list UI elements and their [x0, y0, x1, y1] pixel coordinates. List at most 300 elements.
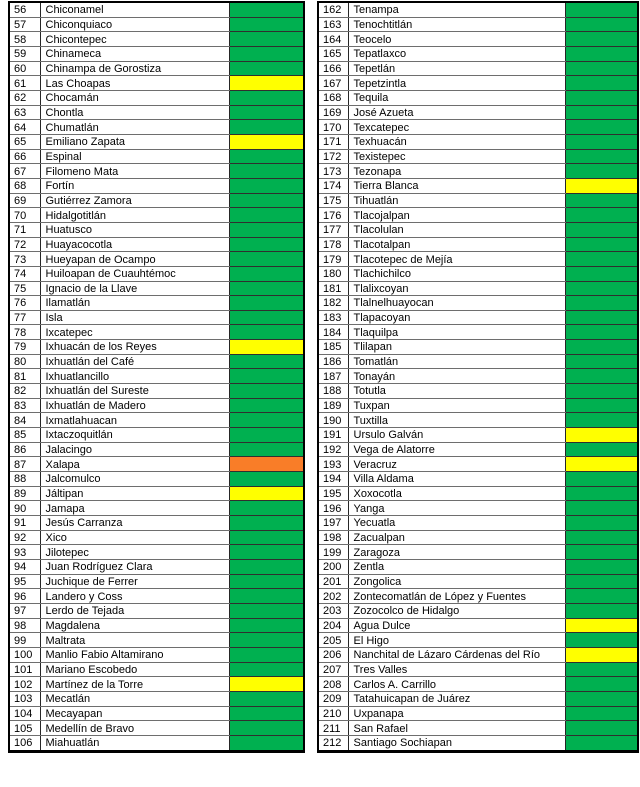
municipality-name-cell[interactable]: Xico — [40, 530, 229, 545]
row-number-cell[interactable]: 185 — [318, 340, 348, 355]
status-cell-green[interactable] — [229, 237, 304, 252]
municipality-name-cell[interactable]: Xoxocotla — [348, 486, 565, 501]
row-number-cell[interactable]: 195 — [318, 486, 348, 501]
municipality-name-cell[interactable]: Tres Valles — [348, 662, 565, 677]
municipality-name-cell[interactable]: Jalcomulco — [40, 472, 229, 487]
status-cell-green[interactable] — [229, 633, 304, 648]
row-number-cell[interactable]: 78 — [9, 325, 40, 340]
status-cell-green[interactable] — [229, 603, 304, 618]
municipality-name-cell[interactable]: Ilamatlán — [40, 296, 229, 311]
municipality-name-cell[interactable]: Juan Rodríguez Clara — [40, 559, 229, 574]
municipality-name-cell[interactable]: Tonayán — [348, 369, 565, 384]
row-number-cell[interactable]: 205 — [318, 633, 348, 648]
municipality-name-cell[interactable]: Tlacotepec de Mejía — [348, 252, 565, 267]
row-number-cell[interactable]: 82 — [9, 384, 40, 399]
municipality-name-cell[interactable]: Ixmatlahuacan — [40, 413, 229, 428]
municipality-name-cell[interactable]: Yanga — [348, 501, 565, 516]
municipality-name-cell[interactable]: Las Choapas — [40, 76, 229, 91]
row-number-cell[interactable]: 105 — [9, 721, 40, 736]
status-cell-green[interactable] — [565, 735, 638, 751]
status-cell-green[interactable] — [565, 369, 638, 384]
municipality-name-cell[interactable]: Ursulo Galván — [348, 428, 565, 443]
row-number-cell[interactable]: 102 — [9, 677, 40, 692]
municipality-name-cell[interactable]: Tlacolulan — [348, 222, 565, 237]
status-cell-yellow[interactable] — [229, 677, 304, 692]
row-number-cell[interactable]: 164 — [318, 32, 348, 47]
municipality-name-cell[interactable]: Martínez de la Torre — [40, 677, 229, 692]
municipality-name-cell[interactable]: Texcatepec — [348, 120, 565, 135]
row-number-cell[interactable]: 167 — [318, 76, 348, 91]
row-number-cell[interactable]: 171 — [318, 134, 348, 149]
municipality-name-cell[interactable]: Hueyapan de Ocampo — [40, 252, 229, 267]
municipality-name-cell[interactable]: Chiconamel — [40, 2, 229, 17]
status-cell-green[interactable] — [565, 603, 638, 618]
status-cell-green[interactable] — [229, 354, 304, 369]
status-cell-green[interactable] — [229, 193, 304, 208]
row-number-cell[interactable]: 194 — [318, 472, 348, 487]
municipality-name-cell[interactable]: Gutiérrez Zamora — [40, 193, 229, 208]
status-cell-green[interactable] — [565, 384, 638, 399]
status-cell-green[interactable] — [229, 61, 304, 76]
row-number-cell[interactable]: 90 — [9, 501, 40, 516]
municipality-name-cell[interactable]: Huiloapan de Cuauhtémoc — [40, 266, 229, 281]
municipality-name-cell[interactable]: Tomatlán — [348, 354, 565, 369]
municipality-name-cell[interactable]: Xalapa — [40, 457, 229, 472]
municipality-name-cell[interactable]: Tlapacoyan — [348, 310, 565, 325]
row-number-cell[interactable]: 76 — [9, 296, 40, 311]
row-number-cell[interactable]: 177 — [318, 222, 348, 237]
status-cell-green[interactable] — [565, 398, 638, 413]
municipality-name-cell[interactable]: Filomeno Mata — [40, 164, 229, 179]
row-number-cell[interactable]: 179 — [318, 252, 348, 267]
municipality-name-cell[interactable]: Tepetlán — [348, 61, 565, 76]
row-number-cell[interactable]: 79 — [9, 340, 40, 355]
status-cell-green[interactable] — [229, 32, 304, 47]
row-number-cell[interactable]: 189 — [318, 398, 348, 413]
status-cell-green[interactable] — [229, 618, 304, 633]
status-cell-green[interactable] — [229, 90, 304, 105]
municipality-name-cell[interactable]: Juchique de Ferrer — [40, 574, 229, 589]
municipality-name-cell[interactable]: Villa Aldama — [348, 472, 565, 487]
row-number-cell[interactable]: 97 — [9, 603, 40, 618]
status-cell-green[interactable] — [229, 735, 304, 751]
municipality-name-cell[interactable]: Tihuatlán — [348, 193, 565, 208]
status-cell-green[interactable] — [565, 530, 638, 545]
row-number-cell[interactable]: 106 — [9, 735, 40, 751]
row-number-cell[interactable]: 91 — [9, 516, 40, 531]
status-cell-green[interactable] — [565, 413, 638, 428]
row-number-cell[interactable]: 206 — [318, 647, 348, 662]
municipality-name-cell[interactable]: Lerdo de Tejada — [40, 603, 229, 618]
row-number-cell[interactable]: 98 — [9, 618, 40, 633]
row-number-cell[interactable]: 198 — [318, 530, 348, 545]
row-number-cell[interactable]: 92 — [9, 530, 40, 545]
status-cell-green[interactable] — [565, 222, 638, 237]
row-number-cell[interactable]: 168 — [318, 90, 348, 105]
row-number-cell[interactable]: 197 — [318, 516, 348, 531]
status-cell-green[interactable] — [565, 559, 638, 574]
status-cell-green[interactable] — [565, 266, 638, 281]
status-cell-green[interactable] — [565, 325, 638, 340]
status-cell-green[interactable] — [229, 2, 304, 17]
status-cell-green[interactable] — [229, 413, 304, 428]
municipality-name-cell[interactable]: Yecuatla — [348, 516, 565, 531]
municipality-name-cell[interactable]: Chontla — [40, 105, 229, 120]
status-cell-green[interactable] — [565, 296, 638, 311]
status-cell-green[interactable] — [229, 501, 304, 516]
status-cell-green[interactable] — [229, 706, 304, 721]
row-number-cell[interactable]: 162 — [318, 2, 348, 17]
status-cell-yellow[interactable] — [565, 457, 638, 472]
municipality-name-cell[interactable]: Huatusco — [40, 222, 229, 237]
municipality-name-cell[interactable]: Medellín de Bravo — [40, 721, 229, 736]
row-number-cell[interactable]: 96 — [9, 589, 40, 604]
status-cell-green[interactable] — [229, 252, 304, 267]
row-number-cell[interactable]: 67 — [9, 164, 40, 179]
municipality-name-cell[interactable]: José Azueta — [348, 105, 565, 120]
municipality-name-cell[interactable]: Tierra Blanca — [348, 178, 565, 193]
row-number-cell[interactable]: 210 — [318, 706, 348, 721]
status-cell-green[interactable] — [229, 574, 304, 589]
municipality-name-cell[interactable]: Ignacio de la Llave — [40, 281, 229, 296]
municipality-name-cell[interactable]: Tepatlaxco — [348, 47, 565, 62]
municipality-name-cell[interactable]: Zontecomatlán de López y Fuentes — [348, 589, 565, 604]
municipality-name-cell[interactable]: Totutla — [348, 384, 565, 399]
municipality-name-cell[interactable]: Uxpanapa — [348, 706, 565, 721]
row-number-cell[interactable]: 101 — [9, 662, 40, 677]
row-number-cell[interactable]: 86 — [9, 442, 40, 457]
row-number-cell[interactable]: 188 — [318, 384, 348, 399]
municipality-name-cell[interactable]: El Higo — [348, 633, 565, 648]
row-number-cell[interactable]: 173 — [318, 164, 348, 179]
municipality-name-cell[interactable]: Tenochtitlán — [348, 17, 565, 32]
municipality-name-cell[interactable]: Tlachichilco — [348, 266, 565, 281]
status-cell-green[interactable] — [565, 149, 638, 164]
status-cell-green[interactable] — [565, 677, 638, 692]
municipality-name-cell[interactable]: Tequila — [348, 90, 565, 105]
row-number-cell[interactable]: 99 — [9, 633, 40, 648]
status-cell-green[interactable] — [229, 398, 304, 413]
status-cell-green[interactable] — [229, 442, 304, 457]
municipality-name-cell[interactable]: Jilotepec — [40, 545, 229, 560]
municipality-name-cell[interactable]: Ixcatepec — [40, 325, 229, 340]
row-number-cell[interactable]: 196 — [318, 501, 348, 516]
status-cell-green[interactable] — [565, 354, 638, 369]
municipality-name-cell[interactable]: Zentla — [348, 559, 565, 574]
municipality-name-cell[interactable]: Ixhuatlán del Café — [40, 354, 229, 369]
municipality-name-cell[interactable]: Tuxpan — [348, 398, 565, 413]
municipality-name-cell[interactable]: Zozocolco de Hidalgo — [348, 603, 565, 618]
municipality-name-cell[interactable]: Chumatlán — [40, 120, 229, 135]
status-cell-green[interactable] — [229, 530, 304, 545]
status-cell-green[interactable] — [565, 134, 638, 149]
municipality-name-cell[interactable]: Maltrata — [40, 633, 229, 648]
status-cell-green[interactable] — [229, 310, 304, 325]
municipality-name-cell[interactable]: Mariano Escobedo — [40, 662, 229, 677]
row-number-cell[interactable]: 80 — [9, 354, 40, 369]
row-number-cell[interactable]: 94 — [9, 559, 40, 574]
municipality-name-cell[interactable]: Mecatlán — [40, 691, 229, 706]
municipality-name-cell[interactable]: Tatahuicapan de Juárez — [348, 691, 565, 706]
status-cell-yellow[interactable] — [229, 340, 304, 355]
row-number-cell[interactable]: 204 — [318, 618, 348, 633]
row-number-cell[interactable]: 77 — [9, 310, 40, 325]
row-number-cell[interactable]: 208 — [318, 677, 348, 692]
row-number-cell[interactable]: 56 — [9, 2, 40, 17]
row-number-cell[interactable]: 81 — [9, 369, 40, 384]
row-number-cell[interactable]: 85 — [9, 428, 40, 443]
status-cell-green[interactable] — [565, 633, 638, 648]
row-number-cell[interactable]: 74 — [9, 266, 40, 281]
status-cell-green[interactable] — [565, 340, 638, 355]
row-number-cell[interactable]: 75 — [9, 281, 40, 296]
row-number-cell[interactable]: 95 — [9, 574, 40, 589]
status-cell-yellow[interactable] — [229, 486, 304, 501]
municipality-name-cell[interactable]: Tlacotalpan — [348, 237, 565, 252]
municipality-name-cell[interactable]: Tenampa — [348, 2, 565, 17]
status-cell-green[interactable] — [229, 516, 304, 531]
row-number-cell[interactable]: 186 — [318, 354, 348, 369]
row-number-cell[interactable]: 202 — [318, 589, 348, 604]
row-number-cell[interactable]: 163 — [318, 17, 348, 32]
status-cell-green[interactable] — [565, 2, 638, 17]
status-cell-green[interactable] — [565, 545, 638, 560]
status-cell-green[interactable] — [565, 281, 638, 296]
row-number-cell[interactable]: 192 — [318, 442, 348, 457]
municipality-name-cell[interactable]: Agua Dulce — [348, 618, 565, 633]
row-number-cell[interactable]: 64 — [9, 120, 40, 135]
row-number-cell[interactable]: 58 — [9, 32, 40, 47]
municipality-name-cell[interactable]: Fortín — [40, 178, 229, 193]
row-number-cell[interactable]: 184 — [318, 325, 348, 340]
row-number-cell[interactable]: 166 — [318, 61, 348, 76]
municipality-name-cell[interactable]: Jáltipan — [40, 486, 229, 501]
row-number-cell[interactable]: 88 — [9, 472, 40, 487]
municipality-name-cell[interactable]: Jesús Carranza — [40, 516, 229, 531]
row-number-cell[interactable]: 57 — [9, 17, 40, 32]
row-number-cell[interactable]: 169 — [318, 105, 348, 120]
status-cell-green[interactable] — [565, 17, 638, 32]
row-number-cell[interactable]: 66 — [9, 149, 40, 164]
status-cell-green[interactable] — [229, 691, 304, 706]
row-number-cell[interactable]: 180 — [318, 266, 348, 281]
municipality-name-cell[interactable]: Jamapa — [40, 501, 229, 516]
municipality-name-cell[interactable]: Magdalena — [40, 618, 229, 633]
municipality-name-cell[interactable]: Zongolica — [348, 574, 565, 589]
status-cell-green[interactable] — [229, 647, 304, 662]
municipality-name-cell[interactable]: Jalacingo — [40, 442, 229, 457]
row-number-cell[interactable]: 73 — [9, 252, 40, 267]
row-number-cell[interactable]: 71 — [9, 222, 40, 237]
status-cell-green[interactable] — [229, 47, 304, 62]
municipality-name-cell[interactable]: Ixhuacán de los Reyes — [40, 340, 229, 355]
status-cell-green[interactable] — [565, 589, 638, 604]
municipality-name-cell[interactable]: Mecayapan — [40, 706, 229, 721]
row-number-cell[interactable]: 172 — [318, 149, 348, 164]
row-number-cell[interactable]: 178 — [318, 237, 348, 252]
status-cell-green[interactable] — [229, 384, 304, 399]
status-cell-green[interactable] — [565, 32, 638, 47]
status-cell-green[interactable] — [229, 296, 304, 311]
row-number-cell[interactable]: 65 — [9, 134, 40, 149]
row-number-cell[interactable]: 68 — [9, 178, 40, 193]
status-cell-green[interactable] — [565, 193, 638, 208]
status-cell-yellow[interactable] — [229, 134, 304, 149]
status-cell-green[interactable] — [229, 178, 304, 193]
status-cell-green[interactable] — [229, 120, 304, 135]
row-number-cell[interactable]: 183 — [318, 310, 348, 325]
municipality-name-cell[interactable]: Isla — [40, 310, 229, 325]
status-cell-green[interactable] — [565, 501, 638, 516]
row-number-cell[interactable]: 89 — [9, 486, 40, 501]
municipality-name-cell[interactable]: Huayacocotla — [40, 237, 229, 252]
row-number-cell[interactable]: 176 — [318, 208, 348, 223]
row-number-cell[interactable]: 83 — [9, 398, 40, 413]
row-number-cell[interactable]: 191 — [318, 428, 348, 443]
status-cell-green[interactable] — [229, 369, 304, 384]
status-cell-green[interactable] — [565, 120, 638, 135]
status-cell-green[interactable] — [229, 589, 304, 604]
status-cell-green[interactable] — [565, 105, 638, 120]
status-cell-green[interactable] — [565, 662, 638, 677]
row-number-cell[interactable]: 61 — [9, 76, 40, 91]
status-cell-green[interactable] — [565, 706, 638, 721]
municipality-name-cell[interactable]: Vega de Alatorre — [348, 442, 565, 457]
status-cell-green[interactable] — [229, 164, 304, 179]
status-cell-green[interactable] — [565, 61, 638, 76]
municipality-name-cell[interactable]: Tepetzintla — [348, 76, 565, 91]
status-cell-green[interactable] — [229, 559, 304, 574]
municipality-name-cell[interactable]: Chinampa de Gorostiza — [40, 61, 229, 76]
status-cell-green[interactable] — [565, 574, 638, 589]
municipality-name-cell[interactable]: Ixhuatlán de Madero — [40, 398, 229, 413]
status-cell-yellow[interactable] — [565, 178, 638, 193]
status-cell-green[interactable] — [229, 149, 304, 164]
row-number-cell[interactable]: 87 — [9, 457, 40, 472]
row-number-cell[interactable]: 100 — [9, 647, 40, 662]
status-cell-green[interactable] — [229, 105, 304, 120]
status-cell-green[interactable] — [565, 237, 638, 252]
municipality-name-cell[interactable]: Chocamán — [40, 90, 229, 105]
municipality-name-cell[interactable]: Santiago Sochiapan — [348, 735, 565, 751]
status-cell-green[interactable] — [565, 442, 638, 457]
municipality-name-cell[interactable]: Ixtaczoquitlán — [40, 428, 229, 443]
status-cell-yellow[interactable] — [229, 76, 304, 91]
municipality-name-cell[interactable]: Ixhuatlancillo — [40, 369, 229, 384]
municipality-name-cell[interactable]: Teocelo — [348, 32, 565, 47]
municipality-name-cell[interactable]: Tlacojalpan — [348, 208, 565, 223]
status-cell-green[interactable] — [229, 428, 304, 443]
status-cell-green[interactable] — [229, 208, 304, 223]
status-cell-green[interactable] — [565, 721, 638, 736]
status-cell-green[interactable] — [565, 208, 638, 223]
status-cell-green[interactable] — [565, 252, 638, 267]
municipality-name-cell[interactable]: Tlalixcoyan — [348, 281, 565, 296]
row-number-cell[interactable]: 187 — [318, 369, 348, 384]
row-number-cell[interactable]: 190 — [318, 413, 348, 428]
municipality-name-cell[interactable]: Hidalgotitlán — [40, 208, 229, 223]
municipality-name-cell[interactable]: Carlos A. Carrillo — [348, 677, 565, 692]
row-number-cell[interactable]: 201 — [318, 574, 348, 589]
municipality-name-cell[interactable]: Tlalnelhuayocan — [348, 296, 565, 311]
status-cell-green[interactable] — [565, 472, 638, 487]
status-cell-green[interactable] — [229, 325, 304, 340]
municipality-name-cell[interactable]: Zacualpan — [348, 530, 565, 545]
municipality-name-cell[interactable]: Tezonapa — [348, 164, 565, 179]
municipality-name-cell[interactable]: Veracruz — [348, 457, 565, 472]
municipality-name-cell[interactable]: Ixhuatlán del Sureste — [40, 384, 229, 399]
status-cell-green[interactable] — [229, 281, 304, 296]
status-cell-yellow[interactable] — [565, 618, 638, 633]
municipality-name-cell[interactable]: Emiliano Zapata — [40, 134, 229, 149]
municipality-name-cell[interactable]: San Rafael — [348, 721, 565, 736]
status-cell-green[interactable] — [229, 266, 304, 281]
municipality-name-cell[interactable]: Tlaquilpa — [348, 325, 565, 340]
row-number-cell[interactable]: 175 — [318, 193, 348, 208]
municipality-name-cell[interactable]: Chicontepec — [40, 32, 229, 47]
status-cell-green[interactable] — [229, 17, 304, 32]
row-number-cell[interactable]: 199 — [318, 545, 348, 560]
row-number-cell[interactable]: 211 — [318, 721, 348, 736]
status-cell-green[interactable] — [229, 662, 304, 677]
row-number-cell[interactable]: 165 — [318, 47, 348, 62]
row-number-cell[interactable]: 203 — [318, 603, 348, 618]
municipality-name-cell[interactable]: Chinameca — [40, 47, 229, 62]
status-cell-green[interactable] — [229, 472, 304, 487]
row-number-cell[interactable]: 70 — [9, 208, 40, 223]
row-number-cell[interactable]: 84 — [9, 413, 40, 428]
status-cell-green[interactable] — [565, 691, 638, 706]
municipality-name-cell[interactable]: Texistepec — [348, 149, 565, 164]
status-cell-yellow[interactable] — [565, 428, 638, 443]
status-cell-green[interactable] — [229, 721, 304, 736]
row-number-cell[interactable]: 209 — [318, 691, 348, 706]
status-cell-green[interactable] — [565, 310, 638, 325]
row-number-cell[interactable]: 59 — [9, 47, 40, 62]
municipality-name-cell[interactable]: Espinal — [40, 149, 229, 164]
row-number-cell[interactable]: 104 — [9, 706, 40, 721]
municipality-name-cell[interactable]: Texhuacán — [348, 134, 565, 149]
municipality-name-cell[interactable]: Tlilapan — [348, 340, 565, 355]
status-cell-green[interactable] — [565, 486, 638, 501]
row-number-cell[interactable]: 212 — [318, 735, 348, 751]
municipality-name-cell[interactable]: Chiconquiaco — [40, 17, 229, 32]
status-cell-green[interactable] — [565, 90, 638, 105]
row-number-cell[interactable]: 62 — [9, 90, 40, 105]
status-cell-green[interactable] — [565, 164, 638, 179]
municipality-name-cell[interactable]: Manlio Fabio Altamirano — [40, 647, 229, 662]
row-number-cell[interactable]: 69 — [9, 193, 40, 208]
row-number-cell[interactable]: 93 — [9, 545, 40, 560]
status-cell-green[interactable] — [565, 47, 638, 62]
row-number-cell[interactable]: 207 — [318, 662, 348, 677]
status-cell-yellow[interactable] — [565, 647, 638, 662]
status-cell-green[interactable] — [565, 76, 638, 91]
row-number-cell[interactable]: 170 — [318, 120, 348, 135]
row-number-cell[interactable]: 193 — [318, 457, 348, 472]
row-number-cell[interactable]: 63 — [9, 105, 40, 120]
municipality-name-cell[interactable]: Tuxtilla — [348, 413, 565, 428]
status-cell-orange[interactable] — [229, 457, 304, 472]
municipality-name-cell[interactable]: Landero y Coss — [40, 589, 229, 604]
status-cell-green[interactable] — [565, 516, 638, 531]
status-cell-green[interactable] — [229, 222, 304, 237]
row-number-cell[interactable]: 72 — [9, 237, 40, 252]
row-number-cell[interactable]: 174 — [318, 178, 348, 193]
municipality-name-cell[interactable]: Miahuatlán — [40, 735, 229, 751]
row-number-cell[interactable]: 60 — [9, 61, 40, 76]
row-number-cell[interactable]: 181 — [318, 281, 348, 296]
